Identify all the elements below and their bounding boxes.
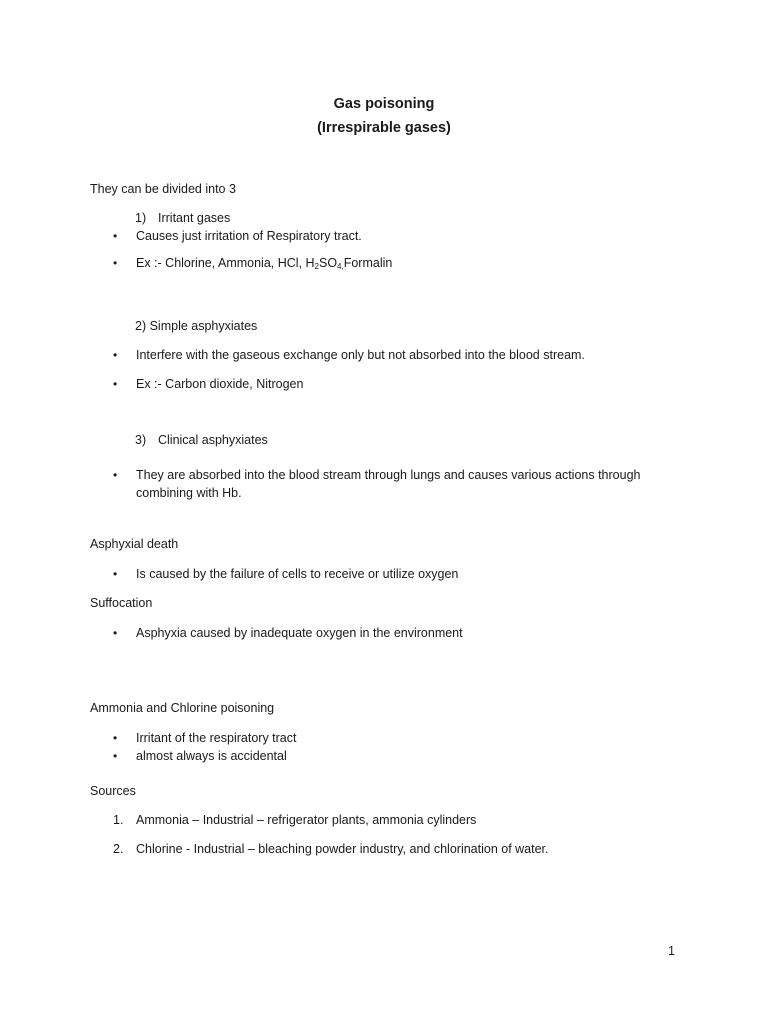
group2-bullet-2: Ex :- Carbon dioxide, Nitrogen: [136, 377, 304, 391]
bullet-icon: •: [113, 377, 118, 391]
ammonia-heading: Ammonia and Chlorine poisoning: [90, 701, 275, 715]
bullet-icon: •: [113, 749, 118, 763]
bullet-icon: •: [113, 626, 118, 640]
group2-bullet-1: Interfere with the gaseous exchange only but not absorbed into the blood stream.: [136, 348, 585, 362]
group1-label: Irritant gases: [158, 211, 231, 225]
sources-heading: Sources: [90, 784, 136, 798]
doc-subtitle: (Irrespirable gases): [317, 120, 451, 136]
sources-item-1: Ammonia – Industrial – refrigerator plants, ammonia cylinders: [136, 813, 477, 827]
bullet-icon: •: [113, 229, 118, 243]
bullet-icon: •: [113, 348, 118, 362]
ammonia-bullet-1: Irritant of the respiratory tract: [136, 731, 297, 745]
bullet-icon: •: [113, 731, 118, 745]
group1-bullet-1: Causes just irritation of Respiratory tract.: [136, 229, 362, 243]
group1-number: 1): [135, 211, 147, 225]
ammonia-bullet-2: almost always is accidental: [136, 749, 287, 763]
group3-number: 3): [135, 433, 147, 447]
subscript-2: 2: [314, 262, 319, 271]
bullet-icon: •: [113, 567, 118, 581]
page-number: 1: [668, 944, 675, 958]
bullet-icon: •: [113, 468, 118, 482]
group1-example-so: SO: [318, 256, 338, 270]
group1-bullet-2: [136, 255, 392, 271]
group1-example-prefix: Ex :- Chlorine, Ammonia, HCl, H: [136, 256, 315, 270]
suffocation-bullet: Asphyxia caused by inadequate oxygen in the environment: [136, 626, 463, 640]
bullet-icon: •: [113, 256, 118, 270]
sources-item-2: Chlorine - Industrial – bleaching powder industry, and chlorination of water.: [136, 842, 549, 856]
group3-bullet-line1: They are absorbed into the blood stream through lungs and causes various actions through: [136, 468, 641, 482]
sources-item-2-number: 2.: [113, 842, 124, 856]
group3-label: Clinical asphyxiates: [158, 433, 268, 447]
asphyxial-heading: Asphyxial death: [90, 537, 179, 551]
group2-heading: 2) Simple asphyxiates: [135, 319, 258, 333]
subscript-4: 4,: [337, 262, 344, 271]
asphyxial-bullet: Is caused by the failure of cells to receive or utilize oxygen: [136, 567, 459, 581]
suffocation-heading: Suffocation: [90, 596, 153, 610]
intro-text: They can be divided into 3: [90, 182, 236, 196]
doc-title: Gas poisoning: [333, 96, 435, 112]
sources-item-1-number: 1.: [113, 813, 124, 827]
group1-example-formalin: Formalin: [343, 256, 393, 270]
group3-bullet-line2: combining with Hb.: [136, 486, 242, 500]
